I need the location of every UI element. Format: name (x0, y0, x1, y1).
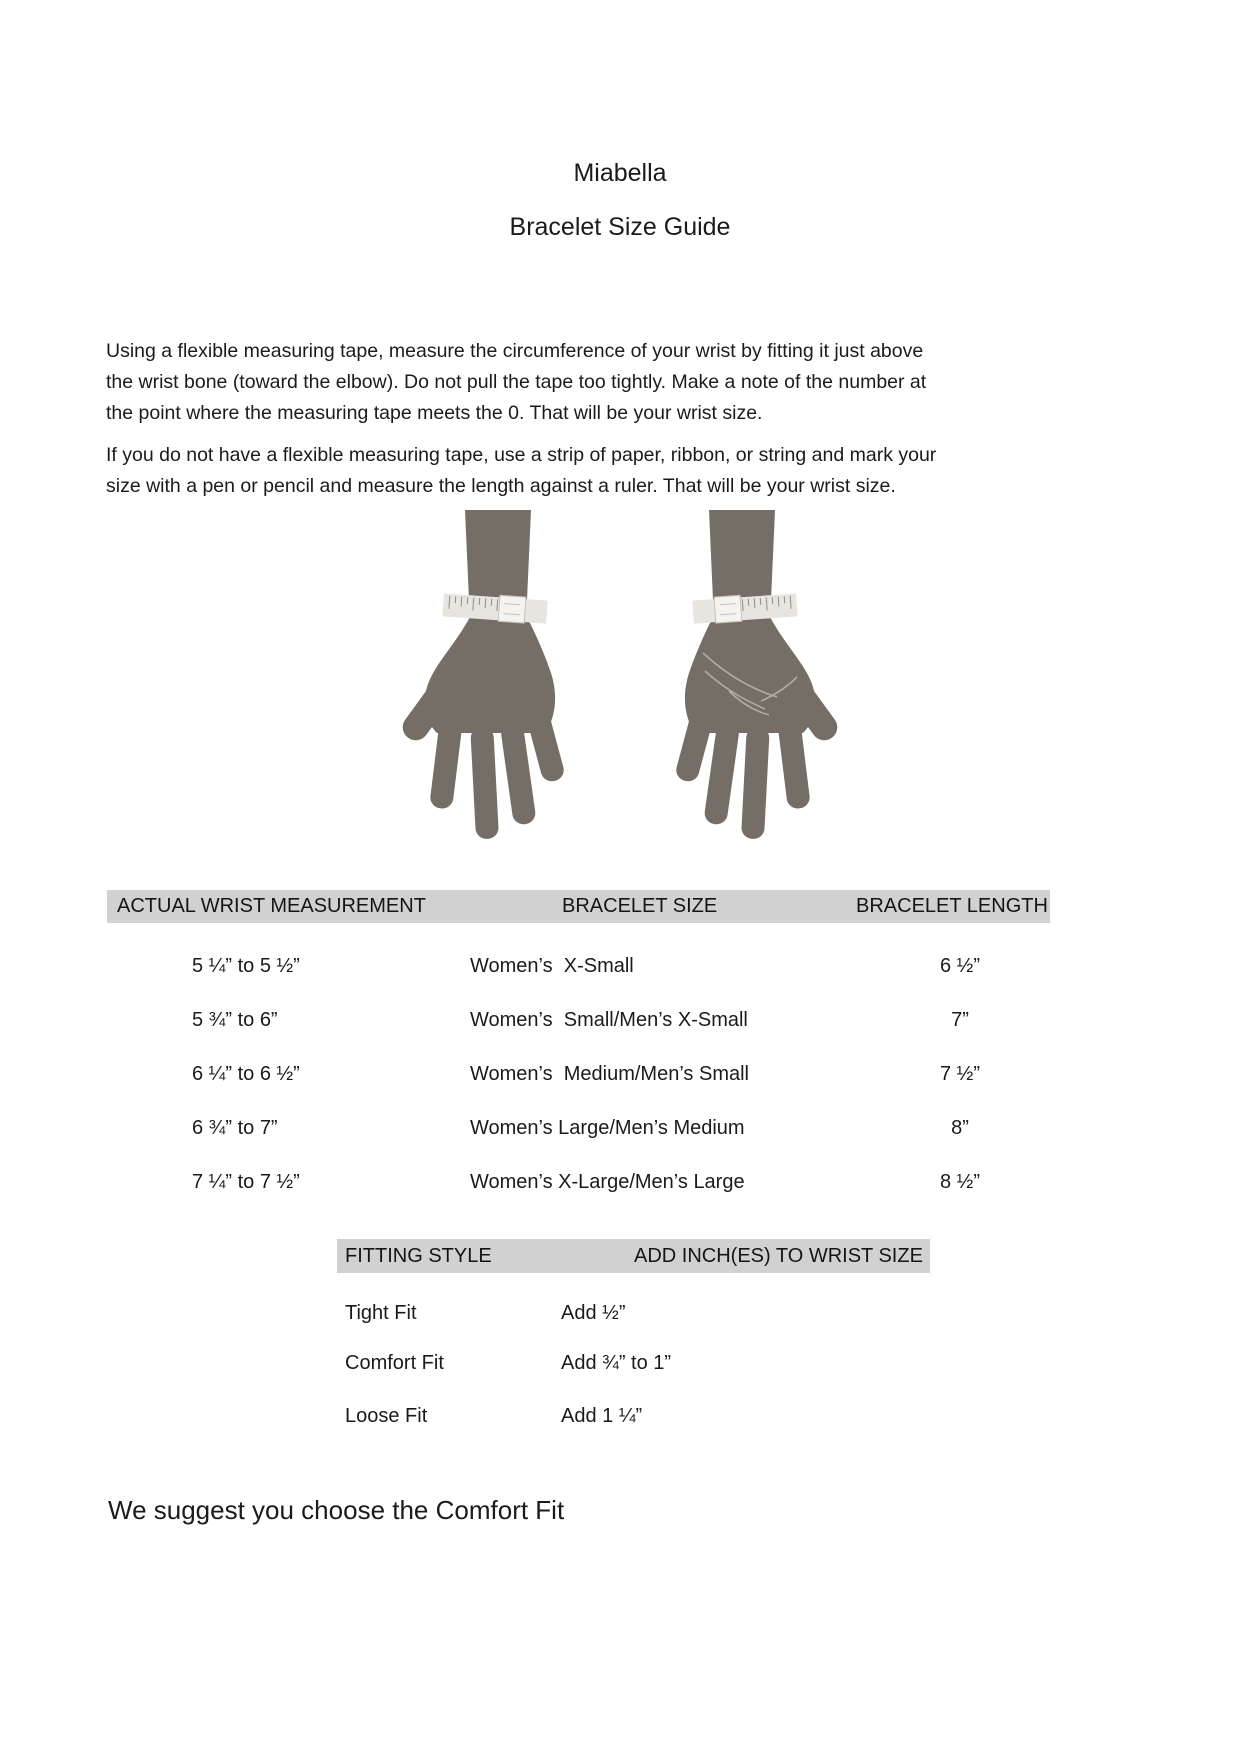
bracelet-size-cell: Women’s Medium/Men’s Small (470, 1063, 749, 1085)
page-title: Miabella (573, 159, 667, 187)
table-row (0, 1298, 1240, 1329)
fitting-style-cell: Comfort Fit (345, 1352, 444, 1374)
text-line: Using a flexible measuring tape, measure the circumference of your wrist by fitting it just above (106, 340, 924, 362)
column-header-wrist-measurement: ACTUAL WRIST MEASUREMENT (117, 895, 426, 917)
text-line: the point where the measuring tape meets the 0. That will be your wrist size. (106, 402, 763, 424)
wrist-measurement-cell: 6 ¼” to 6 ½” (192, 1063, 300, 1085)
text-line: size with a pen or pencil and measure the length against a ruler. That will be your wrist size. (106, 475, 896, 497)
size-table-header-bar (107, 890, 1050, 923)
table-row (0, 1348, 1240, 1379)
bracelet-size-cell: Women’s X-Small (470, 955, 634, 977)
table-row (0, 1401, 1240, 1432)
fitting-style-cell: Tight Fit (345, 1302, 417, 1324)
table-row (0, 1113, 1240, 1144)
table-row (0, 1005, 1240, 1036)
paragraph-measuring-tape (106, 336, 1066, 429)
bracelet-length-cell: 7 ½” (939, 1063, 981, 1085)
column-header-fitting-style: FITTING STYLE (345, 1245, 492, 1267)
add-inches-cell: Add ½” (561, 1302, 626, 1324)
table-row (0, 1167, 1240, 1198)
suggestion-note: We suggest you choose the Comfort Fit (108, 1495, 565, 1525)
table-row (0, 951, 1240, 982)
hands-illustration-svg (385, 505, 855, 855)
column-header-add-inches: ADD INCH(ES) TO WRIST SIZE (634, 1245, 923, 1267)
bracelet-length-cell: 7” (951, 1009, 969, 1031)
wrist-measurement-cell: 5 ¾” to 6” (192, 1009, 278, 1031)
add-inches-cell: Add ¾” to 1” (561, 1352, 672, 1374)
text-line: the wrist bone (toward the elbow). Do not pull the tape too tightly. Make a note of the number at (106, 371, 927, 393)
table-row (0, 1059, 1240, 1090)
bracelet-size-cell: Women’s X-Large/Men’s Large (470, 1171, 745, 1193)
paragraph-no-tape (106, 440, 1066, 502)
left-hand-icon (398, 510, 567, 839)
bracelet-size-cell: Women’s Large/Men’s Medium (470, 1117, 745, 1139)
wrist-measurement-cell: 7 ¼” to 7 ½” (192, 1171, 300, 1193)
bracelet-size-cell: Women’s Small/Men’s X-Small (470, 1009, 748, 1031)
text-line: If you do not have a flexible measuring tape, use a strip of paper, ribbon, or string and mark your (106, 444, 937, 466)
column-header-bracelet-length: BRACELET LENGTH (856, 895, 1048, 917)
bracelet-length-cell: 8” (951, 1117, 969, 1139)
bracelet-length-cell: 6 ½” (939, 955, 981, 977)
fitting-style-cell: Loose Fit (345, 1405, 428, 1427)
fit-table-header-bar (337, 1239, 930, 1273)
right-hand-icon (674, 510, 843, 839)
page-subtitle: Bracelet Size Guide (509, 213, 731, 241)
bracelet-length-cell: 8 ½” (939, 1171, 981, 1193)
wrist-measurement-cell: 5 ¼” to 5 ½” (192, 955, 300, 977)
hands-measuring-tape-illustration (385, 505, 855, 855)
column-header-bracelet-size: BRACELET SIZE (562, 895, 718, 917)
wrist-measurement-cell: 6 ¾” to 7” (192, 1117, 278, 1139)
add-inches-cell: Add 1 ¼” (561, 1405, 643, 1427)
